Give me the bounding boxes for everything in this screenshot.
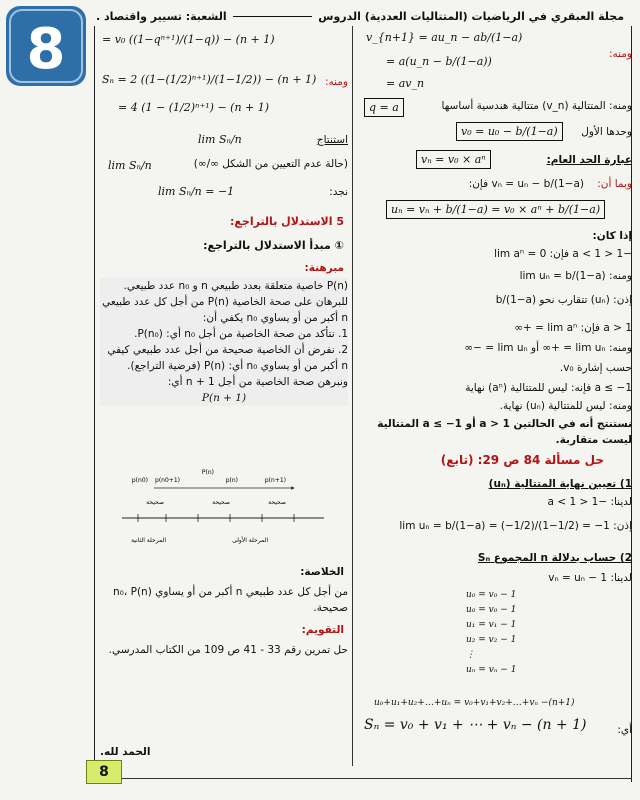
theorem-line: للبرهان على صحة الخاصية P(n) من أجل كل عدد طبيعي n أكبر من أو يساوي n₀ يكفي أن: [102, 296, 348, 324]
fig-mid-label: صحيحة [268, 499, 286, 506]
deduce-label: استنتاج [316, 134, 348, 146]
exercise-part-1c: إذن: lim uₙ = b/(1−a) = (−1/2)/(1−1/2) = −1 [399, 520, 632, 532]
badge-number: 8 [26, 17, 66, 82]
sum-eq-2: Sₙ = 2 ((1−(1/2)ⁿ⁺¹)/(1−1/2)) − (n + 1) [102, 73, 317, 86]
case-2b: ومنه: lim uₙ = +∞ أو lim uₙ = −∞ [464, 342, 632, 354]
right-column [356, 28, 634, 768]
exercise-part-1b: لدينا: −1 < a < 1 [547, 496, 632, 508]
case-3: a ≤ −1 فإنه: ليس للمتتالية (aⁿ) نهاية [465, 382, 632, 394]
theorem-line: P(n) خاصية متعلقة بعدد طبيعي n و n₀ عدد طبيعي. [123, 280, 348, 292]
left-column [98, 28, 350, 768]
fig-top-label: P(n) [201, 469, 214, 476]
fig-mid-label: صحيحة [212, 499, 230, 506]
find-lim: lim Sₙ/n = −1 [158, 185, 235, 198]
label-minhu: ومنه: [608, 48, 632, 60]
page-number-badge [0, 0, 92, 92]
term-list-item: ⋮ [466, 650, 475, 660]
if-label: إذا كان: [592, 230, 632, 242]
case-3b: ومنه: ليس للمتتالية (uₙ) نهاية. [499, 400, 632, 412]
case-1b: ومنه: lim uₙ = b/(1−a) [519, 270, 632, 282]
sum-eq-3: = 4 (1 − (1/2)ⁿ⁺¹) − (n + 1) [118, 101, 270, 114]
ratio-box: q = a [364, 98, 404, 117]
first-term-label: وحدها الأول [581, 126, 632, 138]
theorem-line: 2. نفرض أن الخاصية صحيحة من أجل عدد طبيعي كيفي n أكبر من أو يساوي n₀ أي: P(n) (فرضية التراجع). [107, 344, 348, 372]
fig-bottom-label: المرحلة الأولى [232, 537, 268, 544]
practice-title: التقويم: [301, 624, 344, 636]
column-divider [352, 26, 353, 766]
summary-title: الخلاصة: [300, 566, 344, 578]
find-label: نجد: [329, 186, 348, 198]
term-list-item: u₀ = v₀ − 1 [466, 605, 517, 615]
footer-page-number: 8 [86, 760, 122, 784]
exercise-title: حل مسألة 84 ص 29: (تابع) [440, 453, 604, 467]
fig-top-label: p(n0+1) [155, 477, 180, 484]
deduce-lim: lim Sₙ/n [198, 133, 242, 146]
eq-v-next: v_{n+1} = au_n − ab/(1−a) [366, 31, 523, 44]
fig-top-label: p(n0) [131, 477, 148, 484]
closing-text: الحمد لله. [100, 746, 151, 758]
term-list-item: u₂ = v₂ − 1 [466, 635, 517, 645]
indeterminate-note: (حالة عدم التعيين من الشكل ∞/∞) [193, 158, 348, 170]
label-minhu-left: ومنه: [324, 76, 348, 88]
eq-v-geo: = av_n [386, 77, 425, 90]
v0-box: v₀ = u₀ − b/(1−a) [456, 122, 563, 141]
label-ay: أي: [617, 724, 632, 736]
fig-top-label: p(n+1) [264, 477, 286, 484]
magazine-title: مجلة العبقري في الرياضيات (المتتاليات العددية) الدروس [318, 9, 624, 23]
branch-label: الشعبة: تسيير واقتصاد . [96, 9, 227, 23]
subsection-1-title: ① مبدأ الاستدلال بالتراجع: [203, 239, 344, 252]
theorem-body [100, 278, 348, 406]
page-header [96, 6, 624, 26]
term-list [466, 588, 516, 678]
theorem-line: 1. نتأكد من صحة الخاصية من أجل n₀ أي: P(n₀). [134, 328, 348, 340]
footer-rule [120, 778, 632, 779]
section-5-title: 5 الاستدلال بالتراجع: [229, 215, 344, 228]
general-term-label: عبارة الحد العام: [546, 154, 632, 166]
theorem-line: ونبرهن صحة الخاصية من أجل n + 1 أي: [167, 376, 348, 388]
practice-text: حل تمرين رقم 33 - 41 ص 109 من الكتاب المدرسي. [108, 644, 348, 656]
un-from-vn: vₙ = uₙ − b/(1−a) فإن: [468, 178, 584, 190]
summary-text: من أجل كل عدد طبيعي n أكبر من أو يساوي n₀، P(n) صحيحة. [113, 586, 348, 614]
since-label: وبما أن: [597, 178, 632, 190]
fig-bottom-label: المرحلة الثانية [131, 537, 166, 544]
theorem-label: مبرهنة: [304, 262, 344, 274]
case-1c: إذن: (uₙ) تتقارب نحو b/(1−a) [495, 294, 632, 306]
induction-diagram [118, 458, 328, 554]
sum-eq-1: = v₀ ((1−qⁿ⁺¹)/(1−q)) − (n + 1) [102, 33, 275, 46]
case-1: −1 < a < 1 فإن: lim aⁿ = 0 [494, 248, 632, 260]
final-sum: Sₙ = v₀ + v₁ + ⋯ + vₙ − (n + 1) [364, 717, 587, 733]
term-list-item: u₀ = v₀ − 1 [466, 590, 517, 600]
conclusion: نستنتج أنه في الحالتين a > 1 أو a ≤ −1 المتتالية ليست متقاربة. [377, 418, 632, 446]
exercise-part-2: 2) حساب بدلالة n المجموع Sₙ [477, 552, 632, 564]
vn-box: vₙ = v₀ × aⁿ [416, 150, 491, 169]
exercise-part-1: 1) تعيين نهاية المتتالية (uₙ) [488, 478, 632, 490]
case-2c: حسب إشارة v₀. [559, 362, 632, 374]
un-box: uₙ = vₙ + b/(1−a) = v₀ × aⁿ + b/(1−a) [386, 200, 605, 219]
case-2: a > 1 فإن: lim aⁿ = +∞ [514, 322, 632, 334]
term-list-item: uₙ = vₙ − 1 [466, 665, 517, 675]
indeterminate-lim: lim Sₙ/n [108, 159, 152, 172]
eq-v-factor: = a(u_n − b/(1−a)) [386, 55, 492, 68]
geo-statement: ومنه: المتتالية (v_n) متتالية هندسية أساسها [441, 100, 632, 112]
term-list-item: u₁ = v₁ − 1 [466, 620, 517, 630]
fig-top-label: p(n) [225, 477, 238, 484]
sum-line: u₀+u₁+u₂+…+uₙ = v₀+v₁+v₂+…+vₙ −(n+1) [374, 698, 575, 708]
exercise-part-2b: لدينا: vₙ = uₙ − 1 [548, 572, 632, 584]
fig-mid-label: صحيحة [146, 499, 164, 506]
theorem-line: P(n + 1) [201, 392, 247, 404]
